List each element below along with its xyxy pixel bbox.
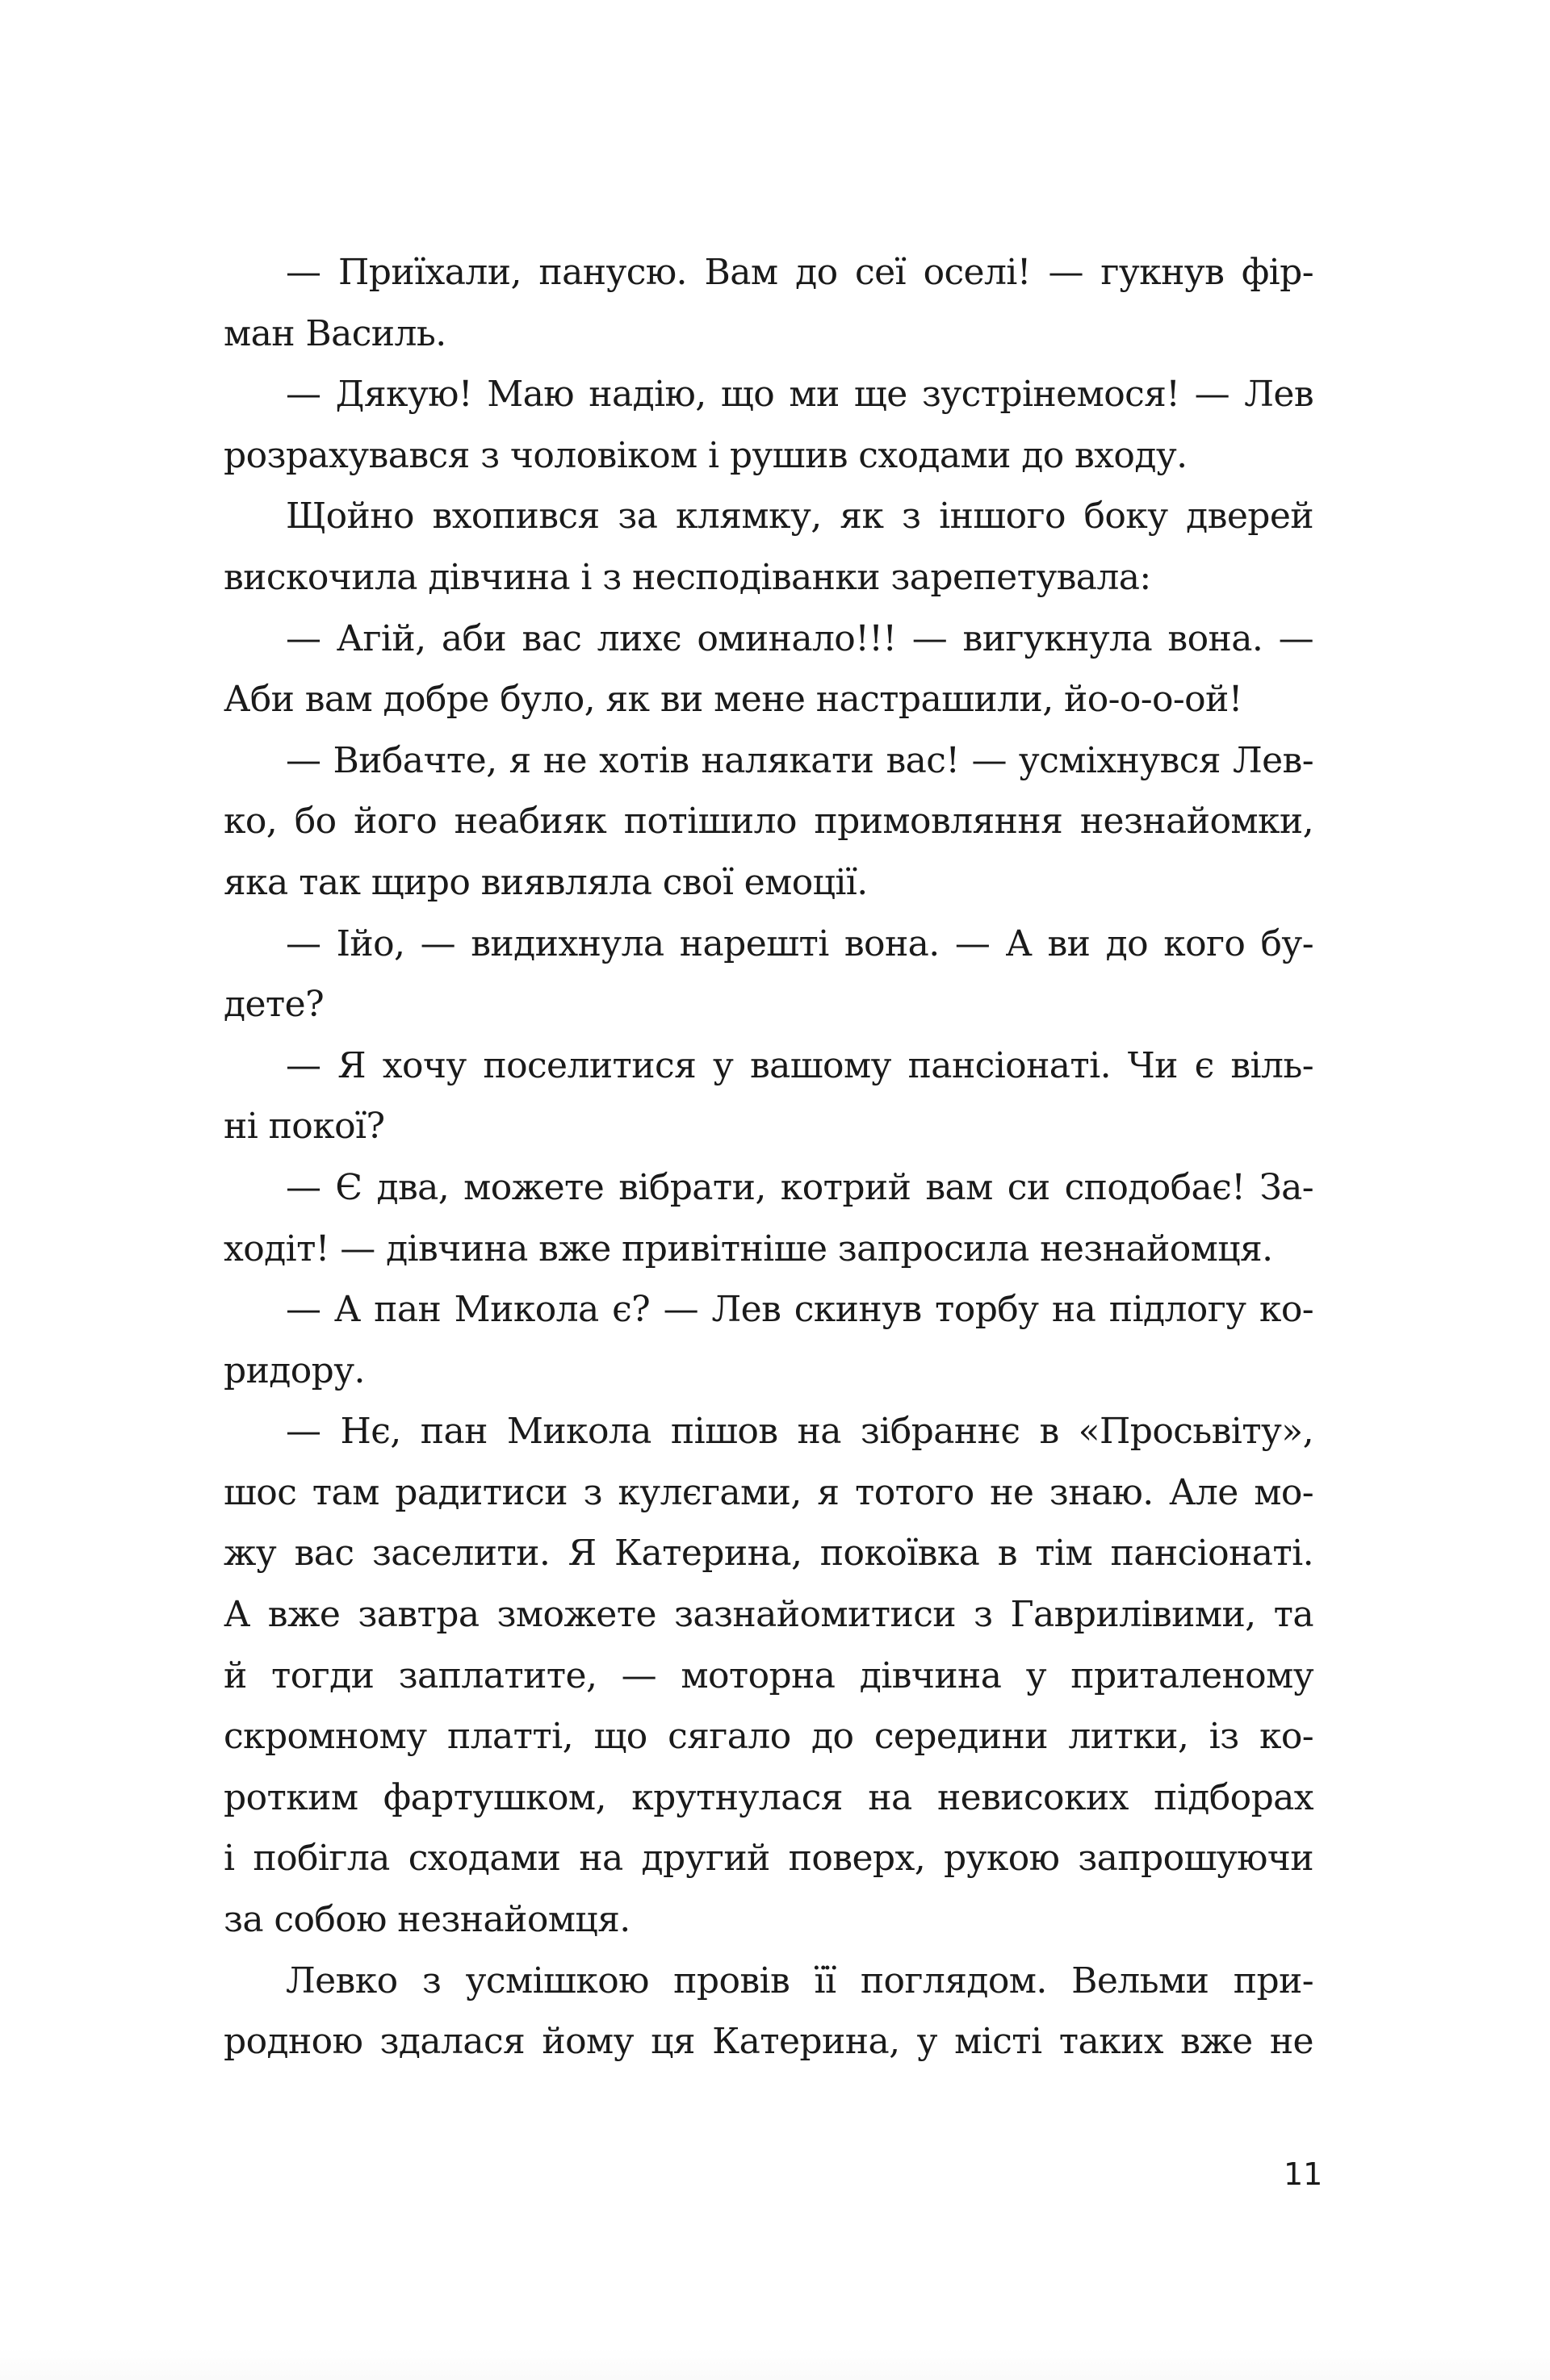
page-number: 11: [1284, 2156, 1323, 2192]
text-line: — Вибачте, я не хотів налякати вас! — усміхнувся Лев-: [286, 739, 1313, 781]
text-line: — Ійо, — видихнула нарешті вона. — А ви до кого бу-: [286, 922, 1313, 964]
text-line: — Я хочу поселитися у вашому пансіонаті. Чи є віль-: [286, 1044, 1313, 1086]
text-line: Щойно вхопився за клямку, як з іншого боку дверей: [286, 496, 1313, 537]
text-line: розрахувався з чоловіком і рушив сходами до входу.: [224, 434, 1188, 476]
text-line: ходіт! — дівчина вже привітніше запросила незнайомця.: [224, 1228, 1273, 1269]
page-edge-shade: [0, 2349, 1550, 2380]
text-line: родною здалася йому ця Катерина, у місті таких вже не: [224, 2021, 1313, 2063]
text-line: і побігла сходами на другий поверх, рукою запрошуючи: [224, 1838, 1313, 1880]
text-line: ридору.: [224, 1349, 365, 1391]
text-line: за собою незнайомця.: [224, 1899, 630, 1941]
text-line: Левко з усмішкою провів її поглядом. Вельми при-: [286, 1960, 1313, 2001]
body-text: [224, 242, 1313, 2073]
text-line: — Нє, пан Микола пішов на зібраннє в «Просьвіту»,: [286, 1411, 1313, 1453]
text-line: вискочила дівчина і з несподіванки зарепетувала:: [224, 556, 1151, 598]
text-line: ко, бо його неабияк потішило примовляння незнайомки,: [224, 801, 1313, 843]
text-line: — Дякую! Маю надію, що ми ще зустрінемося! — Лев: [286, 374, 1313, 416]
text-line: жу вас заселити. Я Катерина, покоївка в тім пансіонаті.: [224, 1533, 1313, 1575]
text-line: ротким фартушком, крутнулася на невисоких підборах: [224, 1776, 1313, 1818]
text-line: — А пан Микола є? — Лев скинув торбу на підлогу ко-: [286, 1289, 1313, 1331]
text-line: скромному платті, що сягало до середини литки, із ко-: [224, 1716, 1313, 1758]
text-line: Аби вам добре було, як ви мене настрашили, йо-о-о-ой!: [224, 679, 1242, 721]
text-line: ні покої?: [224, 1106, 385, 1148]
text-line: й тогди заплатите, — моторна дівчина у приталеному: [224, 1654, 1313, 1696]
text-line: ман Василь.: [224, 312, 446, 354]
text-line: — Є два, можете вібрати, котрий вам си сподобає! За-: [286, 1166, 1313, 1208]
text-line: яка так щиро виявляла свої емоції.: [224, 861, 868, 903]
text-line: — Агій, аби вас лихє оминало!!! — вигукнула вона. —: [286, 617, 1313, 659]
text-line: А вже завтра зможете зазнайомитиси з Гаврилівими, та: [224, 1594, 1313, 1636]
text-line: — Приїхали, панусю. Вам до сеї оселі! — гукнув фір-: [286, 252, 1313, 293]
text-line: дете?: [224, 984, 325, 1026]
text-line: шос там радитиси з кулєгами, я тотого не знаю. Але мо-: [224, 1471, 1313, 1513]
